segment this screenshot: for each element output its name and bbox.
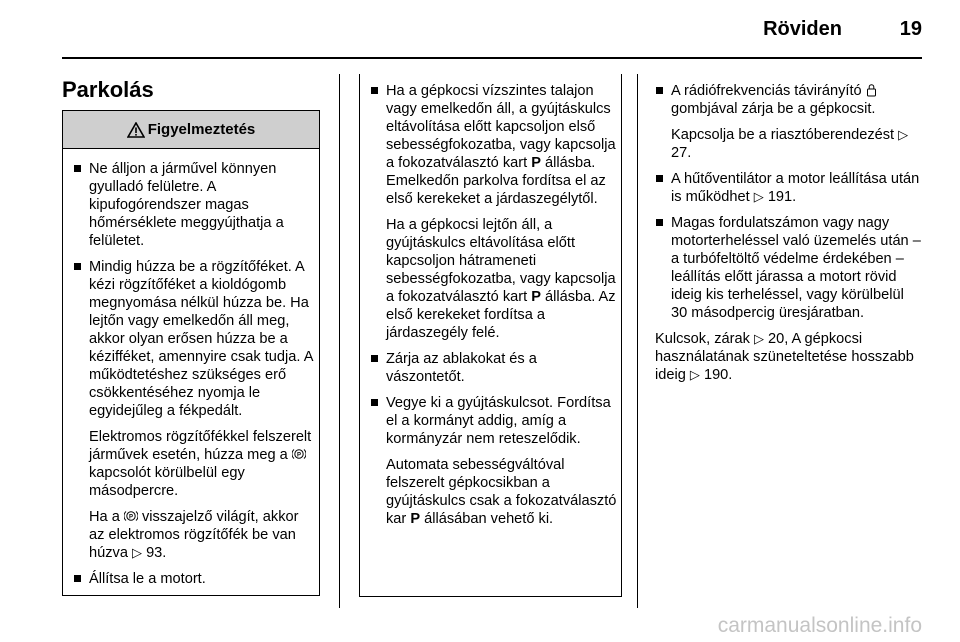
warning-title: Figyelmeztetés <box>147 121 256 138</box>
warning-item-2-sub-2: Ha a P visszajelző világít, akkor az elektromos rögzítőfék be van húzva ▷ 93. <box>89 509 299 561</box>
column-3 <box>655 82 923 384</box>
reference-arrow-icon: ▷ <box>898 127 909 142</box>
page-header-title: Röviden <box>763 18 842 40</box>
reference-arrow-icon: ▷ <box>753 331 764 346</box>
step-level-ground: Ha a gépkocsi vízszintes talajon vagy emelkedőn áll, a gyújtáskulcs eltávolítása előtt kapcsoljon első sebességfokozatba, vagy kapcsolja a fokozatválasztó kart P állásba. Emelkedőn parkolva fordítsa el az első kerekeket a járdaszegélytől. <box>370 82 617 208</box>
step-automatic: Automata sebességváltóval felszerelt gépkocsikban a gyújtáskulcs csak a fokozatválasztó kar P állásában vehető ki. <box>386 457 617 527</box>
warning-box <box>62 110 320 596</box>
step-windows: Zárja az ablakokat és a vászontetőt. <box>370 350 617 386</box>
parking-steps-content <box>370 82 617 536</box>
page-number: 19 <box>899 18 922 40</box>
header-rule <box>62 57 922 59</box>
reference-arrow-icon: ▷ <box>689 367 700 382</box>
item-turbo: Magas fordulatszámon vagy nagy motorterheléssel való üzemelés után – a turbófeltöltő védelme érdekében – leállítás előtt járassa a motort rövid ideig kis terheléssel, vagy körülbelül 30 másodpercig üresjáratban. <box>655 214 923 322</box>
warning-item-2-sub-1: Elektromos rögzítőfékkel felszerelt járművek esetén, húzza meg a P kapcsolót körülbelül egy másodpercre. <box>89 429 312 499</box>
parking-brake-icon <box>124 510 138 522</box>
step-remove-key: Vegye ki a gyújtáskulcsot. Fordítsa el a kormányt addig, amíg a kormányzár nem reteszelődik. <box>370 394 617 448</box>
watermark: carmanualsonline.info <box>717 614 922 637</box>
svg-text:P: P <box>296 452 301 459</box>
column-divider-1 <box>339 74 340 608</box>
parking-steps-box <box>359 74 622 597</box>
warning-item-1: Ne álljon a járművel könnyen gyulladó felületre. A kipufogórendszer magas hőmérséklete meggyújthatja a felületet. <box>73 160 315 250</box>
item-remote-lock: A rádiófrekvenciás távirányító gombjával zárja be a gépkocsit. <box>655 82 923 118</box>
warning-item-2: Mindig húzza be a rögzítőféket. A kézi rögzítőféket a kioldógomb megnyomása nélkül húzza be. Ha lejtőn vagy emelkedőn áll meg, akkor olyan erősen húzza be a kézifféket, amennyire csak tudja. A működtetéshez szükséges erő csökkentéséhez nyomja le egyidejűleg a fékpedált. <box>73 258 315 420</box>
item-cooling-fan: A hűtőventilátor a motor leállítása után is működhet ▷ 191. <box>655 170 923 206</box>
section-title: Parkolás <box>62 77 154 102</box>
svg-text:P: P <box>128 514 133 521</box>
warning-item-3: Állítsa le a motort. <box>73 570 315 588</box>
lock-button-icon <box>866 83 877 97</box>
warning-triangle-icon <box>127 122 145 138</box>
cross-reference-text: Kulcsok, zárak ▷ 20, A gépkocsi használatának szüneteltetése hosszabb ideig ▷ 190. <box>655 331 914 383</box>
reference-arrow-icon: ▷ <box>132 545 142 560</box>
warning-header <box>63 111 319 149</box>
item-alarm: Kapcsolja be a riasztóberendezést ▷ 27. <box>671 127 909 161</box>
column-divider-2 <box>637 74 638 608</box>
reference-arrow-icon: ▷ <box>753 189 764 204</box>
parking-brake-icon <box>292 448 306 460</box>
step-slope: Ha a gépkocsi lejtőn áll, a gyújtáskulcs eltávolítása előtt kapcsoljon hátrameneti sebességfokozatba, vagy kapcsolja a fokozatválasztó kart P állásba. Az első kerekeket fordítsa a járdaszegély felé. <box>386 217 616 341</box>
warning-content <box>73 160 315 596</box>
